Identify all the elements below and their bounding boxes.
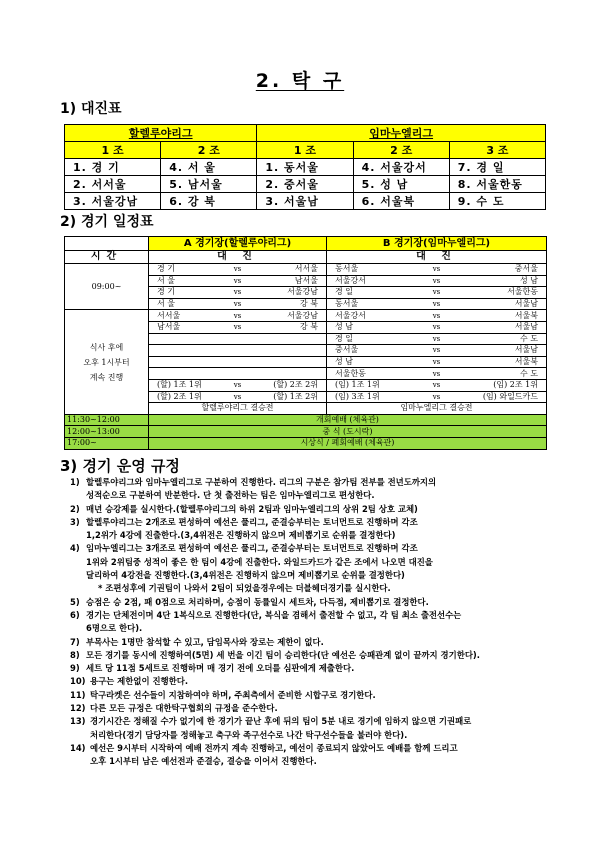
rule-number: 3) bbox=[70, 516, 80, 527]
league-halleluyah: 할렐루야리그 bbox=[65, 125, 257, 142]
vs-label: vs bbox=[432, 276, 441, 285]
team-name: 서울한동 bbox=[507, 287, 538, 297]
team-name: 서울강남 bbox=[287, 287, 318, 297]
section-rules-heading: 3) 경기 운영 규정 bbox=[60, 457, 180, 475]
match-b bbox=[327, 275, 547, 287]
match-a bbox=[149, 356, 327, 368]
vs-label: vs bbox=[432, 381, 441, 390]
team-name: (임) 1조 1위 bbox=[335, 380, 380, 390]
team-name: 서 울 bbox=[157, 275, 175, 285]
final-a: 할렐루야리그 결승전 bbox=[149, 403, 327, 415]
rule-item bbox=[70, 715, 550, 742]
match-b bbox=[327, 379, 547, 391]
rule-item bbox=[70, 582, 550, 595]
team-name: 서울남 bbox=[514, 299, 538, 309]
team-name: 경 일 bbox=[335, 287, 353, 297]
team-name: 강 북 bbox=[299, 322, 318, 332]
rule-number: 12) bbox=[70, 703, 86, 714]
vs-label: vs bbox=[432, 346, 441, 355]
team-name: 서울남 bbox=[514, 345, 538, 355]
team-cell: 1. 경 기 bbox=[65, 159, 161, 176]
vs-label: vs bbox=[233, 300, 242, 309]
team-name: 경 일 bbox=[335, 333, 353, 343]
vs-label: vs bbox=[432, 311, 441, 320]
team-name: 중서울 bbox=[514, 264, 538, 274]
match-a bbox=[149, 264, 327, 276]
team-name: 서 울 bbox=[157, 299, 175, 309]
vs-label: vs bbox=[233, 381, 242, 390]
team-name: 서울북 bbox=[514, 310, 538, 320]
match-a bbox=[149, 298, 327, 310]
rule-number: 1) bbox=[70, 477, 80, 487]
team-cell: 3. 서울남 bbox=[257, 193, 353, 210]
team-cell: 8. 서울한동 bbox=[449, 176, 545, 193]
lunch-note-line: 오후 1시부터 bbox=[83, 357, 130, 367]
team-cell: 5. 남서울 bbox=[161, 176, 257, 193]
vs-label: vs bbox=[432, 323, 441, 332]
match-a bbox=[149, 321, 327, 333]
team-name: (임) 3조 1위 bbox=[335, 391, 380, 401]
match-header-b: 대 진 bbox=[327, 251, 547, 264]
lunch-note-line: 식사 후에 bbox=[89, 342, 124, 352]
rule-text: 승점은 승 2점, 패 0점으로 처리하며, 승점이 동률일시 세트차, 다득점, 제비뽑기로 결정한다. bbox=[86, 596, 429, 607]
match-b bbox=[327, 391, 547, 403]
match-a bbox=[149, 310, 327, 322]
team-cell: 6. 서울북 bbox=[353, 193, 449, 210]
rule-item bbox=[70, 649, 550, 662]
rule-number: 11) bbox=[70, 689, 86, 700]
vs-label: vs bbox=[432, 392, 441, 401]
team-name: 남서울 bbox=[294, 275, 318, 285]
rule-number bbox=[82, 582, 98, 595]
team-name: (할) 1조 2위 bbox=[273, 391, 318, 401]
rule-number: 14) bbox=[70, 742, 86, 753]
rule-item bbox=[70, 609, 550, 636]
team-name: 서서울 bbox=[294, 264, 318, 274]
event-label: 개회예배 (체육관) bbox=[149, 414, 547, 426]
schedule-row bbox=[65, 310, 547, 322]
team-name: 동서울 bbox=[335, 264, 359, 274]
team-name: 남서울 bbox=[157, 322, 181, 332]
rule-item bbox=[70, 702, 550, 715]
match-a bbox=[149, 345, 327, 357]
team-name: (할) 2조 1위 bbox=[157, 391, 202, 401]
rule-item bbox=[70, 596, 550, 609]
rule-text: 다른 모든 규정은 대한탁구협회의 규정을 준수한다. bbox=[90, 703, 278, 714]
match-b bbox=[327, 356, 547, 368]
final-b: 임마누엘리그 결승전 bbox=[327, 403, 547, 415]
vs-label: vs bbox=[432, 358, 441, 367]
team-name: 동서울 bbox=[335, 299, 359, 309]
team-cell: 2. 중서울 bbox=[257, 176, 353, 193]
vs-label: vs bbox=[432, 300, 441, 309]
match-b bbox=[327, 368, 547, 380]
rule-number: 5) bbox=[70, 596, 80, 607]
match-b bbox=[327, 345, 547, 357]
group-header: 3 조 bbox=[449, 142, 545, 159]
team-name: 강 북 bbox=[299, 299, 318, 309]
match-b bbox=[327, 264, 547, 276]
vs-label: vs bbox=[233, 323, 242, 332]
league-immanuel: 임마누엘리그 bbox=[257, 125, 546, 142]
rule-item bbox=[70, 476, 550, 503]
team-cell: 7. 경 일 bbox=[449, 159, 545, 176]
rule-text: 할렐루야리그는 2개조로 편성하여 예선은 풀리그, 준결승부터는 토너먼트로 진행하며 각조 1,2위가 4강에 진출한다.(3,4위전은 진행하지 않으며 제비뽑기로 순위를 결정한다) bbox=[86, 516, 418, 541]
team-name: 서울남 bbox=[514, 322, 538, 332]
team-name: 서울북 bbox=[514, 357, 538, 367]
team-name: (임) 2조 1위 bbox=[493, 380, 538, 390]
rule-number: 7) bbox=[70, 636, 80, 647]
rule-number: 2) bbox=[70, 503, 80, 514]
team-name: 성 남 bbox=[335, 357, 353, 367]
venue-b-header: B 경기장(임마누엘리그) bbox=[327, 237, 547, 251]
team-cell: 4. 서 울 bbox=[161, 159, 257, 176]
team-name: 서울강서 bbox=[335, 275, 366, 285]
team-cell: 4. 서울강서 bbox=[353, 159, 449, 176]
lunch-note bbox=[65, 310, 149, 414]
match-b bbox=[327, 321, 547, 333]
start-time: 09:00~ bbox=[65, 264, 149, 310]
rule-number: 9) bbox=[70, 663, 80, 674]
lunch-note-line: 계속 진행 bbox=[89, 372, 124, 382]
venue-a-header: A 경기장(할렐루야리그) bbox=[149, 237, 327, 251]
rule-item bbox=[70, 675, 550, 688]
rule-text: 탁구라켓은 선수들이 지참하여야 하며, 주최측에서 준비한 시합구로 경기한다. bbox=[90, 689, 376, 700]
rule-text: 경기시간은 정해질 수가 없기에 한 경기가 끝난 후에 뒤의 팀이 5분 내로 경기에 임하지 않으면 기권패로 처리한다(경기 담당자를 정해놓고 축구와 족구선수로 나간 탁구선수들을 불러야 한다). bbox=[90, 716, 472, 740]
team-name: (할) 1조 1위 bbox=[157, 380, 202, 390]
match-b bbox=[327, 287, 547, 299]
vs-label: vs bbox=[432, 369, 441, 378]
bracket-table bbox=[64, 124, 546, 210]
rule-text: 예선은 9시부터 시작하여 예배 전까지 계속 진행하고, 예선이 종료되지 않았어도 예배를 함께 드리고 오후 1시부터 남은 예선전과 준결승, 결승을 이어서 진행한다. bbox=[90, 742, 458, 767]
event-label: 시상식 / 폐회예배 (체육관) bbox=[149, 437, 547, 449]
rule-item bbox=[70, 542, 550, 582]
page-title: 2. 탁 구 bbox=[255, 70, 345, 92]
team-name: (임) 와일드카드 bbox=[482, 391, 538, 401]
team-name: 성 남 bbox=[335, 322, 353, 332]
match-a bbox=[149, 391, 327, 403]
rule-number: 6) bbox=[70, 609, 80, 620]
rule-number: 8) bbox=[70, 649, 80, 660]
vs-label: vs bbox=[432, 265, 441, 274]
team-cell: 3. 서울강남 bbox=[65, 193, 161, 210]
team-name: 서울강서 bbox=[335, 310, 366, 320]
group-header: 1 조 bbox=[257, 142, 353, 159]
group-header: 2 조 bbox=[161, 142, 257, 159]
team-cell: 6. 강 북 bbox=[161, 193, 257, 210]
match-a bbox=[149, 379, 327, 391]
match-b bbox=[327, 310, 547, 322]
schedule-row bbox=[65, 264, 547, 276]
rule-text: 할렐루야리그와 임마누엘리그로 구분하여 진행한다. 리그의 구분은 참가팀 전부를 전년도까지의 성적순으로 구분하여 반분한다. 단 첫 출전하는 팀은 임마누엘리그로 편성한다. bbox=[86, 477, 437, 501]
match-a bbox=[149, 333, 327, 345]
group-header: 1 조 bbox=[65, 142, 161, 159]
rule-item bbox=[70, 689, 550, 702]
section-bracket-heading: 1) 대진표 bbox=[60, 101, 122, 117]
event-time: 12:00~13:00 bbox=[65, 426, 149, 438]
rule-item bbox=[70, 636, 550, 649]
rule-item bbox=[70, 503, 550, 516]
team-cell: 1. 동서울 bbox=[257, 159, 353, 176]
team-cell: 2. 서서울 bbox=[65, 176, 161, 193]
rule-text: 용구는 제한없이 진행한다. bbox=[90, 676, 189, 687]
vs-label: vs bbox=[233, 265, 242, 274]
team-name: 중서울 bbox=[335, 345, 359, 355]
team-name: 성 남 bbox=[519, 275, 538, 285]
match-b bbox=[327, 298, 547, 310]
team-name: 서울한동 bbox=[335, 368, 366, 378]
event-time: 11:30~12:00 bbox=[65, 414, 149, 426]
team-name: 경 기 bbox=[157, 264, 175, 274]
team-name: 서서울 bbox=[157, 310, 181, 320]
section-schedule-heading: 2) 경기 일정표 bbox=[60, 214, 154, 230]
rules-list bbox=[70, 476, 550, 769]
rule-text: 세트 당 11점 5세트로 진행하며 매 경기 전에 오더를 심판에게 제출한다. bbox=[86, 663, 355, 674]
vs-label: vs bbox=[432, 334, 441, 343]
vs-label: vs bbox=[432, 288, 441, 297]
team-cell: 5. 성 남 bbox=[353, 176, 449, 193]
match-a bbox=[149, 287, 327, 299]
rule-item bbox=[70, 662, 550, 675]
match-header-a: 대 진 bbox=[149, 251, 327, 264]
time-header: 시간 bbox=[65, 251, 149, 264]
team-name: 경 기 bbox=[157, 287, 175, 297]
team-name: 수 도 bbox=[519, 368, 538, 378]
schedule-table bbox=[64, 236, 547, 450]
event-time: 17:00~ bbox=[65, 437, 149, 449]
vs-label: vs bbox=[233, 276, 242, 285]
team-name: (할) 2조 2위 bbox=[273, 380, 318, 390]
rule-text: 모든 경기를 동시에 진행하여(5면) 세 번을 이긴 팀이 승리한다(단 예선은 승패관계 없이 끝까지 경기한다). bbox=[86, 649, 480, 660]
vs-label: vs bbox=[233, 288, 242, 297]
rule-item bbox=[70, 742, 550, 769]
vs-label: vs bbox=[233, 392, 242, 401]
rule-text: 경기는 단체전이며 4단 1복식으로 진행한다(단, 복식을 겸해서 출전할 수 없고, 각 팀 최소 출전선수는 6명으로 한다). bbox=[86, 609, 462, 634]
rule-text: 부목사는 1명만 참석할 수 있고, 담임목사와 장로는 제한이 없다. bbox=[86, 636, 324, 647]
vs-label: vs bbox=[233, 311, 242, 320]
event-label: 중 식 (도시락) bbox=[149, 426, 547, 438]
rule-text: 임마누엘리그는 3개조로 편성하여 예선은 풀리그, 준결승부터는 토너먼트로 진행하며 각조 1위와 2위팀중 성적이 좋은 한 팀이 4강에 진출한다. 와일드카드가 같은 조에서 나오면 대진을 달리하여 4강전을 진행한다.(3,4위전은 진행하지 않으며 제비뽑기로 순위를 결정한다) bbox=[86, 543, 433, 581]
rule-number: 13) bbox=[70, 716, 86, 727]
team-name: 서울강남 bbox=[287, 310, 318, 320]
team-name: 수 도 bbox=[519, 333, 538, 343]
group-header: 2 조 bbox=[353, 142, 449, 159]
match-b bbox=[327, 333, 547, 345]
team-cell: 9. 수 도 bbox=[449, 193, 545, 210]
rule-text: * 조편성후에 기권팀이 나와서 2팀이 되었을경우에는 더블헤더경기를 실시한다. bbox=[98, 583, 391, 594]
match-a bbox=[149, 368, 327, 380]
rule-number: 4) bbox=[70, 543, 80, 554]
rule-number: 10) bbox=[70, 676, 86, 687]
rule-text: 매년 승강제를 실시한다.(할렐루야리그의 하위 2팀과 임마누엘리그의 상위 2팀 상호 교체) bbox=[86, 503, 418, 514]
match-a bbox=[149, 275, 327, 287]
rule-item bbox=[70, 516, 550, 543]
